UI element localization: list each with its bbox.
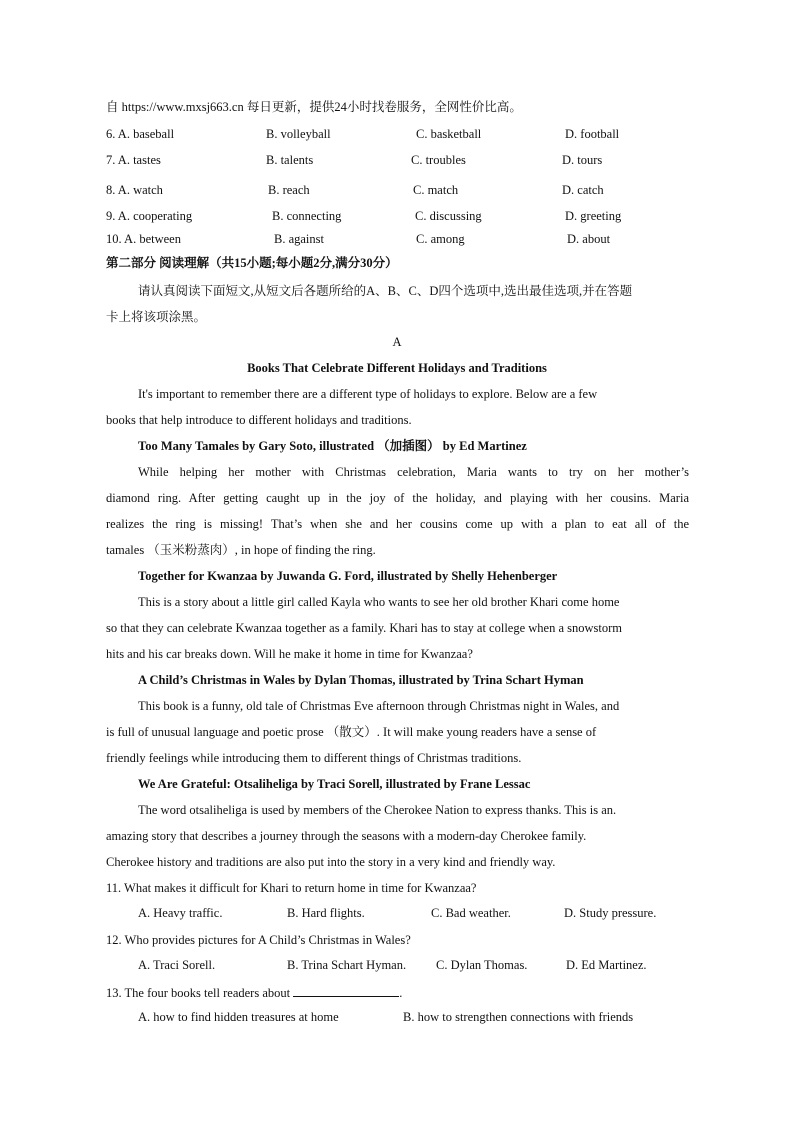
book-text-line: Cherokee history and traditions are also put into the story in a very kind and friendly way. (106, 855, 556, 869)
option-d: D. greeting (565, 209, 622, 223)
option-c: C. among (416, 232, 465, 246)
option-c: C. basketball (416, 127, 482, 141)
book-text-line: The word otsaliheliga is used by members of the Cherokee Nation to express thanks. This is an. (138, 803, 617, 817)
book-text-line: hits and his car breaks down. Will he make it home in time for Kwanzaa? (106, 647, 473, 661)
option-a: 6. A. baseball (106, 127, 175, 141)
question-stem-end: . (399, 986, 403, 1000)
answer-option-b: B. how to strengthen connections with friends (403, 1010, 634, 1024)
instructions-line-1: 请认真阅读下面短文,从短文后各题所给的A、B、C、D四个选项中,选出最佳选项,并在答题 (138, 284, 633, 298)
option-a: 8. A. watch (106, 183, 163, 197)
option-d: D. about (567, 232, 611, 246)
option-a: 10. A. between (106, 232, 181, 246)
option-d: D. tours (562, 153, 603, 167)
option-b: B. reach (268, 183, 310, 197)
answer-option-a: A. Heavy traffic. (138, 906, 223, 920)
answer-option-b: B. Hard flights. (287, 906, 365, 920)
book-title: A Child’s Christmas in Wales by Dylan Thomas, illustrated by Trina Schart Hyman (138, 673, 584, 687)
passage-label: A (392, 335, 402, 349)
book-text-line: This book is a funny, old tale of Christmas Eve afternoon through Christmas night in Wales, and (138, 699, 620, 713)
option-c: C. match (413, 183, 459, 197)
option-a: 9. A. cooperating (106, 209, 193, 223)
option-d: D. football (565, 127, 620, 141)
book-text-line: so that they can celebrate Kwanzaa together as a family. Khari has to stay at college when a snowstorm (106, 621, 623, 635)
instructions-line-2: 卡上将该项涂黑。 (106, 310, 207, 324)
question-stem: 12. Who provides pictures for A Child’s Christmas in Wales? (106, 933, 411, 947)
option-b: B. against (274, 232, 324, 246)
answer-blank (293, 984, 399, 997)
intro-line-1: It's important to remember there are a different type of holidays to explore. Below are a few (138, 387, 598, 401)
book-text-line: tamales （玉米粉蒸肉）, in hope of finding the ring. (106, 543, 376, 557)
passage-title: Books That Celebrate Different Holidays and Traditions (247, 361, 547, 375)
book-title: We Are Grateful: Otsaliheliga by Traci Sorell, illustrated by Frane Lessac (138, 777, 531, 791)
book-text-line: diamond ring. After getting caught up in the joy of the holiday, and playing with her cousins. Maria (106, 491, 689, 505)
option-c: C. discussing (415, 209, 482, 223)
section-title: 第二部分 阅读理解（共15小题;每小题2分,满分30分） (106, 256, 398, 270)
book-text-line: is full of unusual language and poetic prose （散文）. It will make young readers have a sense of (106, 725, 597, 739)
intro-line-2: books that help introduce to different holidays and traditions. (106, 413, 412, 427)
option-c: C. troubles (411, 153, 466, 167)
answer-option-c: C. Dylan Thomas. (436, 958, 528, 972)
book-title: Too Many Tamales by Gary Soto, illustrated （加插图） by Ed Martinez (138, 439, 527, 453)
option-b: B. volleyball (266, 127, 331, 141)
answer-option-c: C. Bad weather. (431, 906, 511, 920)
book-text-line: While helping her mother with Christmas celebration, Maria wants to try on her mother’s (138, 465, 689, 479)
answer-option-d: D. Ed Martinez. (566, 958, 647, 972)
book-text-line: friendly feelings while introducing them to different things of Christmas traditions. (106, 751, 522, 765)
question-stem (106, 984, 402, 1001)
answer-option-d: D. Study pressure. (564, 906, 657, 920)
header-line: 自 https://www.mxsj663.cn 每日更新，提供24小时找卷服务，全网性价比高。 (106, 100, 522, 114)
book-text-line: This is a story about a little girl called Kayla who wants to see her old brother Khari come home (138, 595, 620, 609)
option-b: B. talents (266, 153, 314, 167)
book-text-line: realizes the ring is missing! That’s when she and her cousins come up with a plan to eat all of the (106, 517, 689, 531)
question-stem: 11. What makes it difficult for Khari to return home in time for Kwanzaa? (106, 881, 477, 895)
answer-option-b: B. Trina Schart Hyman. (287, 958, 407, 972)
option-d: D. catch (562, 183, 604, 197)
answer-option-a: A. Traci Sorell. (138, 958, 216, 972)
option-b: B. connecting (272, 209, 342, 223)
book-title: Together for Kwanzaa by Juwanda G. Ford, illustrated by Shelly Hehenberger (138, 569, 558, 583)
book-text-line: amazing story that describes a journey through the seasons with a modern-day Cherokee family. (106, 829, 587, 843)
option-a: 7. A. tastes (106, 153, 161, 167)
answer-option-a: A. how to find hidden treasures at home (138, 1010, 339, 1024)
question-stem-text: 13. The four books tell readers about (106, 986, 291, 1000)
